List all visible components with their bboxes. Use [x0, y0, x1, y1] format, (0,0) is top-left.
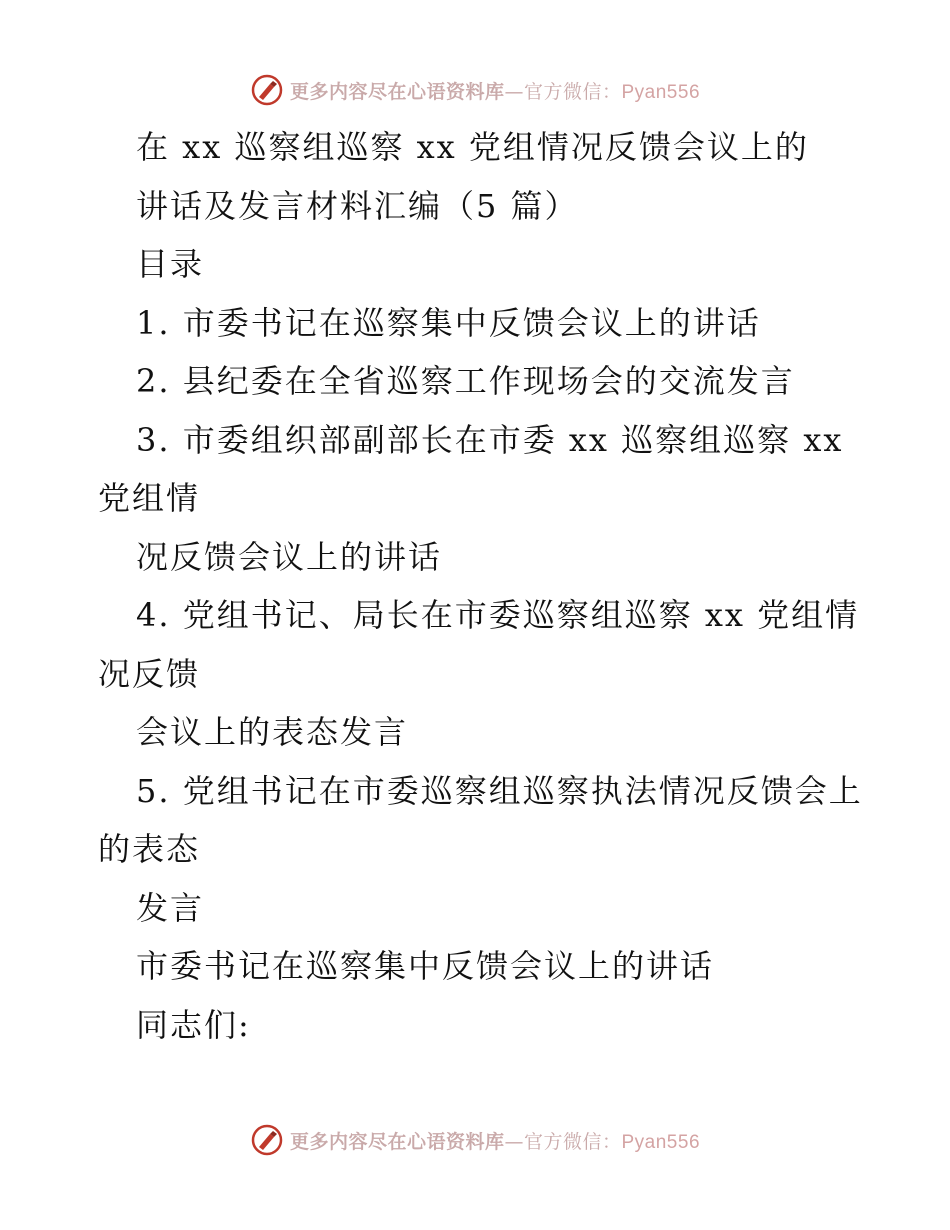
toc-item: 5. 党组书记在市委巡察组巡察执法情况反馈会上 — [136, 771, 863, 810]
toc-item-wrap: 发言 — [136, 888, 205, 927]
watermark-sub: 官方微信： — [523, 1130, 622, 1153]
watermark-main: 更多内容尽在心语资料库 — [289, 1130, 505, 1153]
toc-item: 1. 市委书记在巡察集中反馈会议上的讲话 — [136, 303, 761, 342]
toc-item-wrap: 党组情 — [98, 479, 201, 517]
pen-logo-icon — [250, 1123, 284, 1157]
section-title: 市委书记在巡察集中反馈会议上的讲话 — [136, 947, 715, 985]
watermark-text — [290, 77, 700, 104]
toc-item-wrap: 况反馈会议上的讲话 — [136, 537, 443, 576]
doc-line: 在 xx 巡察组巡察 xx 党组情况反馈会议上的 — [136, 128, 809, 166]
toc-item: 3. 市委组织部副部长在市委 xx 巡察组巡察 xx — [136, 420, 844, 459]
toc-item-wrap: 的表态 — [98, 830, 201, 868]
toc-item: 4. 党组书记、局长在市委巡察组巡察 xx 党组情 — [136, 596, 860, 634]
watermark-separator: — — [504, 1130, 524, 1153]
header-watermark — [0, 70, 950, 110]
pen-logo-icon — [250, 73, 284, 107]
watermark-main: 更多内容尽在心语资料库 — [289, 80, 505, 103]
toc-item-wrap: 况反馈 — [98, 654, 201, 693]
salutation: 同志们: — [136, 1005, 251, 1044]
footer-watermark — [0, 1120, 950, 1160]
watermark-id: Pyan556 — [621, 81, 701, 103]
doc-line: 目录 — [136, 245, 205, 283]
watermark-separator: — — [504, 80, 524, 103]
doc-line: 讲话及发言材料汇编（5 篇） — [136, 186, 579, 225]
watermark-text — [290, 1127, 700, 1154]
toc-item: 2. 县纪委在全省巡察工作现场会的交流发言 — [136, 362, 795, 400]
document-body — [98, 118, 868, 1054]
watermark-sub: 官方微信： — [523, 80, 622, 103]
toc-item-wrap: 会议上的表态发言 — [136, 713, 409, 751]
watermark-id: Pyan556 — [621, 1131, 701, 1153]
